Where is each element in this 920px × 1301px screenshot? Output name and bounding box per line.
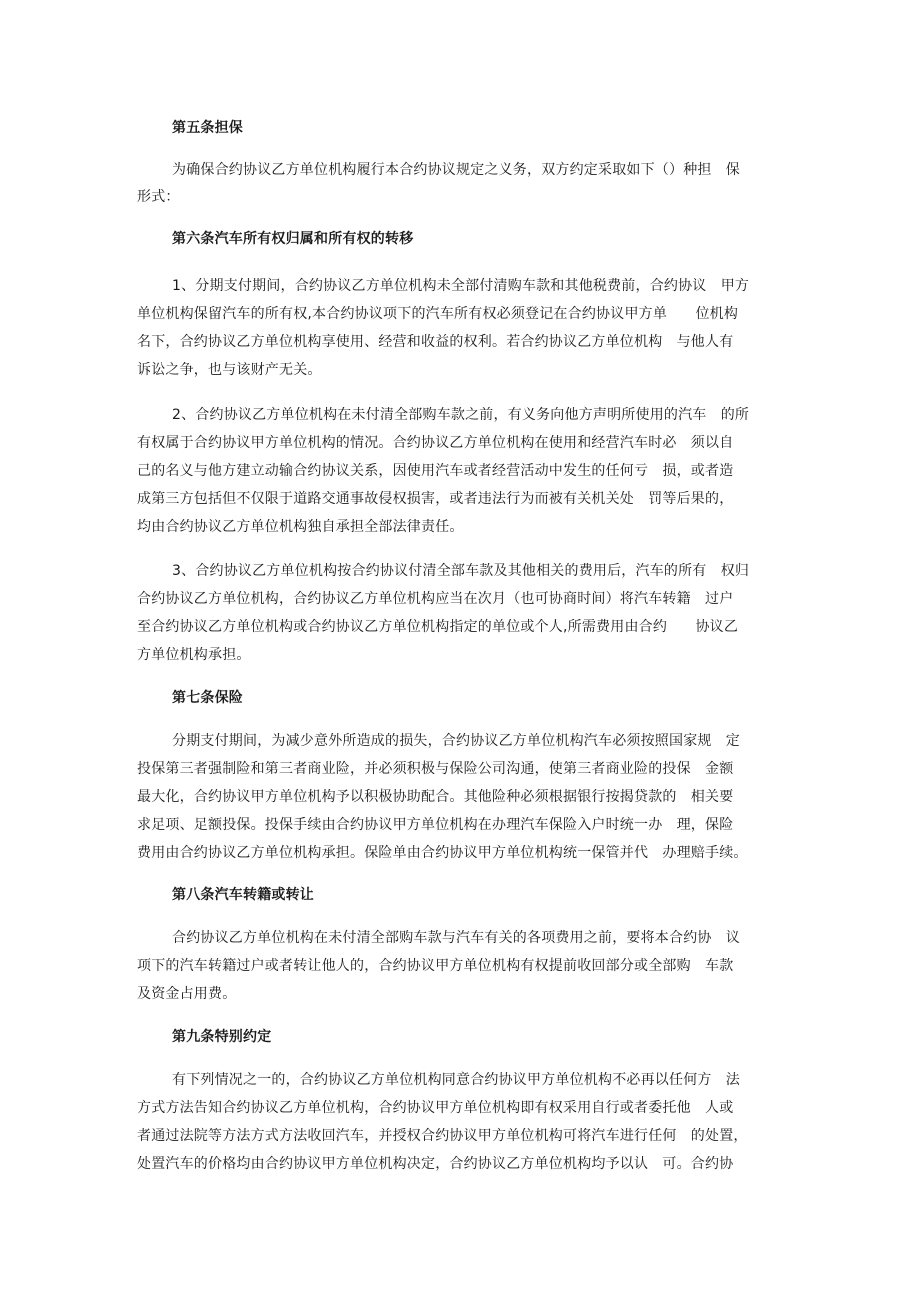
section-6-item-2-line-2: 有权属于合约协议甲方单位机构的情况。合约协议乙方单位机构在使用和经营汽车时必 须以自 (137, 435, 734, 451)
section-6-item-1-line-3: 名下，合约协议乙方单位机构享使用、经营和收益的权利。若合约协议乙方单位机构 与他人有 (137, 334, 734, 350)
section-9-heading: 第九条特别约定 (172, 1029, 272, 1045)
section-8-line-2: 项下的汽车转籍过户或者转让他人的，合约协议甲方单位机构有权提前收回部分或全部购 车款 (137, 958, 734, 974)
section-5-line-1: 为确保合约协议乙方单位机构履行本合约协议规定之义务，双方约定采取如下（）种担 保 (172, 162, 740, 178)
section-8-heading: 第八条汽车转籍或转让 (172, 887, 314, 903)
section-6-item-2-line-4: 成第三方包括但不仅限于道路交通事故侵权损害，或者违法行为而被有关机关处 罚等后果的， (137, 491, 734, 507)
section-7-line-2: 投保第三者强制险和第三者商业险，并必须积极与保险公司沟通，使第三者商业险的投保 金额 (137, 761, 734, 777)
section-9-line-3: 者通过法院等方法方式方法收回汽车，并授权合约协议甲方单位机构可将汽车进行任何 的处置， (137, 1128, 748, 1144)
section-7-line-3: 最大化，合约协议甲方单位机构予以积极协助配合。其他险种必须根据银行按揭贷款的 相关要 (137, 789, 734, 805)
section-7-line-5: 费用由合约协议乙方单位机构承担。保险单由合约协议甲方单位机构统一保管并代 办理赔手续。 (137, 845, 748, 861)
section-6-item-2-line-3: 己的名义与他方建立动输合约协议关系，因使用汽车或者经营活动中发生的任何亏 损，或者造 (137, 463, 734, 479)
section-6-item-1-line-4: 诉讼之争，也与该财产无关。 (137, 362, 322, 378)
section-6-item-2-line-1: 2、合约协议乙方单位机构在未付清全部购车款之前，有义务向他方声明所使用的汽车 的所 (172, 407, 750, 423)
section-7-line-4: 求足项、足额投保。投保手续由合约协议甲方单位机构在办理汽车保险入户时统一办 理，保险 (137, 817, 734, 833)
section-6-item-2-line-5: 均由合约协议乙方单位机构独自承担全部法律责任。 (137, 519, 464, 535)
section-6-item-3-line-1: 3、合约协议乙方单位机构按合约协议付清全部车款及其他相关的费用后，汽车的所有 权归 (172, 563, 750, 579)
section-6-item-3-line-3: 至合约协议乙方单位机构或合约协议乙方单位机构指定的单位或个人,所需费用由合约 协议乙 (137, 619, 739, 635)
section-9-line-4: 处置汽车的价格均由合约协议甲方单位机构决定，合约协议乙方单位机构均予以认 可。合约协 (137, 1156, 734, 1172)
section-8-line-3: 及资金占用费。 (137, 986, 237, 1002)
section-6-item-3-line-4: 方单位机构承担。 (137, 647, 251, 663)
section-9-line-1: 有下列情况之一的，合约协议乙方单位机构同意合约协议甲方单位机构不必再以任何方 法 (172, 1072, 740, 1088)
section-6-item-1-line-1: 1、分期支付期间，合约协议乙方单位机构未全部付清购车款和其他税费前，合约协议 甲方 (172, 278, 750, 294)
section-5-line-2: 形式： (137, 189, 180, 205)
section-8-line-1: 合约协议乙方单位机构在未付清全部购车款与汽车有关的各项费用之前，要将本合约协 议 (172, 930, 740, 946)
section-9-line-2: 方式方法告知合约协议乙方单位机构，合约协议甲方单位机构即有权采用自行或者委托他 人或 (137, 1100, 734, 1116)
section-6-item-1-line-2: 单位机构保留汽车的所有权,本合约协议项下的汽车所有权必须登记在合约协议甲方单 位机构 (137, 306, 739, 322)
section-5-heading: 第五条担保 (172, 120, 243, 136)
section-7-heading: 第七条保险 (172, 690, 243, 706)
section-7-line-1: 分期支付期间，为减少意外所造成的损失，合约协议乙方单位机构汽车必须按照国家规 定 (172, 733, 740, 749)
section-6-item-3-line-2: 合约协议乙方单位机构，合约协议乙方单位机构应当在次月（也可协商时间）将汽车转籍 过户 (137, 591, 734, 607)
section-6-heading: 第六条汽车所有权归属和所有权的转移 (172, 231, 414, 247)
